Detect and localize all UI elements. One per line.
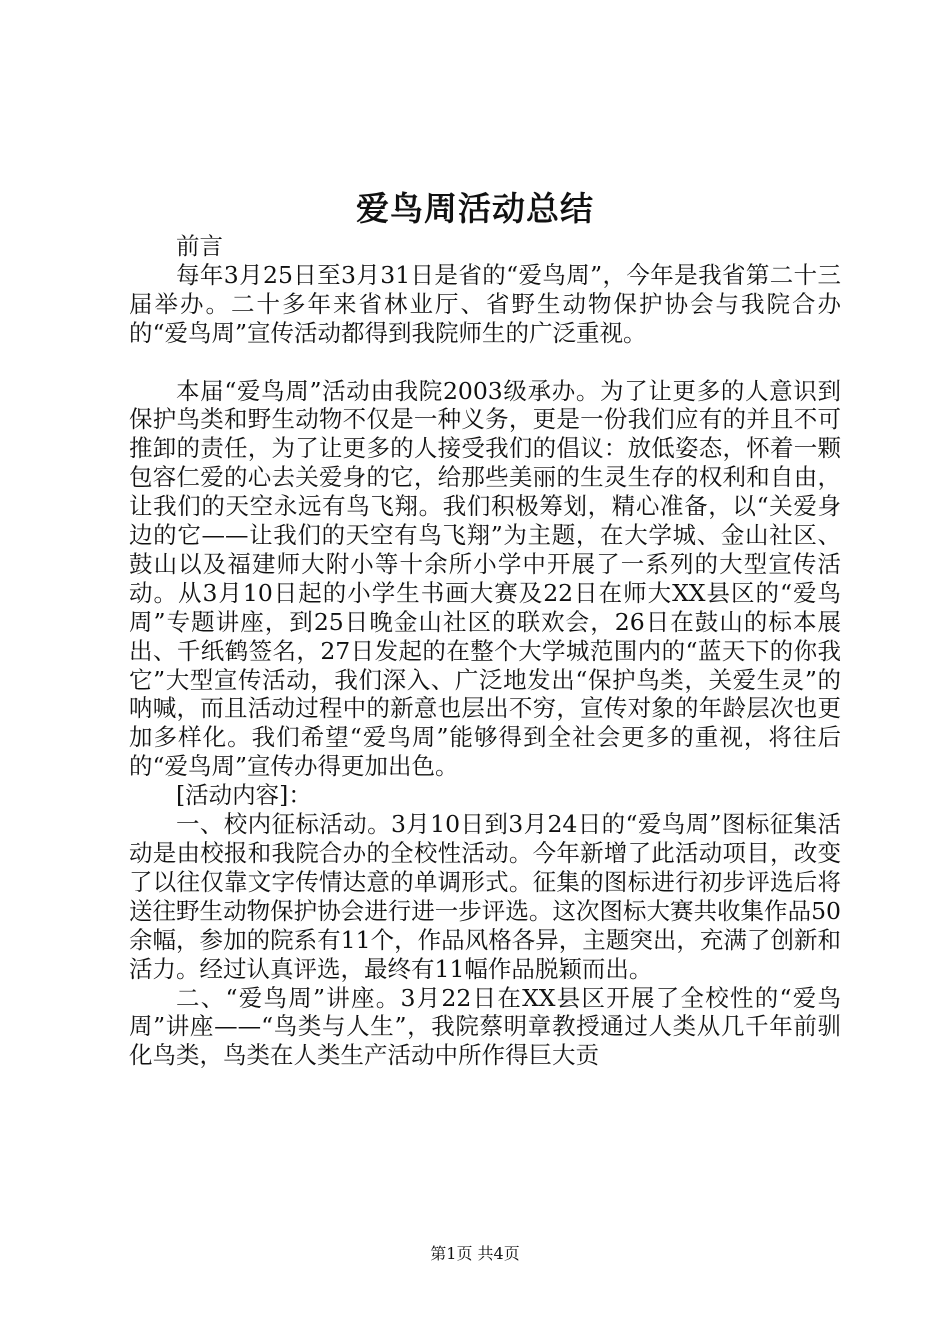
page-footer: 第1页 共4页 <box>430 1244 520 1263</box>
document-title: 爱鸟周活动总结 <box>356 189 594 228</box>
paragraph-item-one: 一、校内征标活动。3月10日到3月24日的“爱鸟周”图标征集活动是由校报和我院合办的全校性活动。今年新增了此活动项目，改变了以往仅靠文字传情达意的单调形式。征集的图标进行初步评选后将送往野生动物保护协会进行进一步评选。这次图标大赛共收集作品50余幅，参加的院系有11个，作品风格各异，主题突出，充满了创新和活力。经过认真评选，最终有11幅作品脱颖而出。 <box>129 810 841 983</box>
paragraph-section-heading: [活动内容]： <box>176 781 312 810</box>
document-body <box>129 232 841 1070</box>
paragraph-spacer <box>129 348 841 377</box>
paragraph-item-two: 二、“爱鸟周”讲座。3月22日在XX县区开展了全校性的“爱鸟周”讲座——“鸟类与人生”，我院蔡明章教授通过人类从几千年前驯化鸟类，鸟类在人类生产活动中所作得巨大贡 <box>129 983 841 1070</box>
paragraph-intro: 每年3月25日至3月31日是省的“爱鸟周”，今年是我省第二十三届举办。二十多年来省林业厅、省野生动物保护协会与我院合办的“爱鸟周”宣传活动都得到我院师生的广泛重视。 <box>129 260 841 347</box>
paragraph-preface: 前言 <box>176 232 223 260</box>
paragraph-overview: 本届“爱鸟周”活动由我院2003级承办。为了让更多的人意识到保护鸟类和野生动物不仅是一种义务，更是一份我们应有的并且不可推卸的责任，为了让更多的人接受我们的倡议：放低姿态，怀着一颗包容仁爱的心去关爱身的它，给那些美丽的生灵生存的权利和自由，让我们的天空永远有鸟飞翔。我们积极筹划，精心准备，以“关爱身边的它——让我们的天空有鸟飞翔”为主题，在大学城、金山社区、鼓山以及福建师大附小等十余所小学中开展了一系列的大型宣传活动。从3月10日起的小学生书画大赛及22日在师大XX县区的“爱鸟周”专题讲座，到25日晚金山社区的联欢会，26日在鼓山的标本展出、千纸鹤签名，27日发起的在整个大学城范围内的“蓝天下的你我它”大型宣传活动，我们深入、广泛地发出“保护鸟类，关爱生灵”的呐喊，而且活动过程中的新意也层出不穷，宣传对象的年龄层次也更加多样化。我们希望“爱鸟周”能够得到全社会更多的重视，将往后的“爱鸟周”宣传办得更加出色。 <box>129 376 841 781</box>
